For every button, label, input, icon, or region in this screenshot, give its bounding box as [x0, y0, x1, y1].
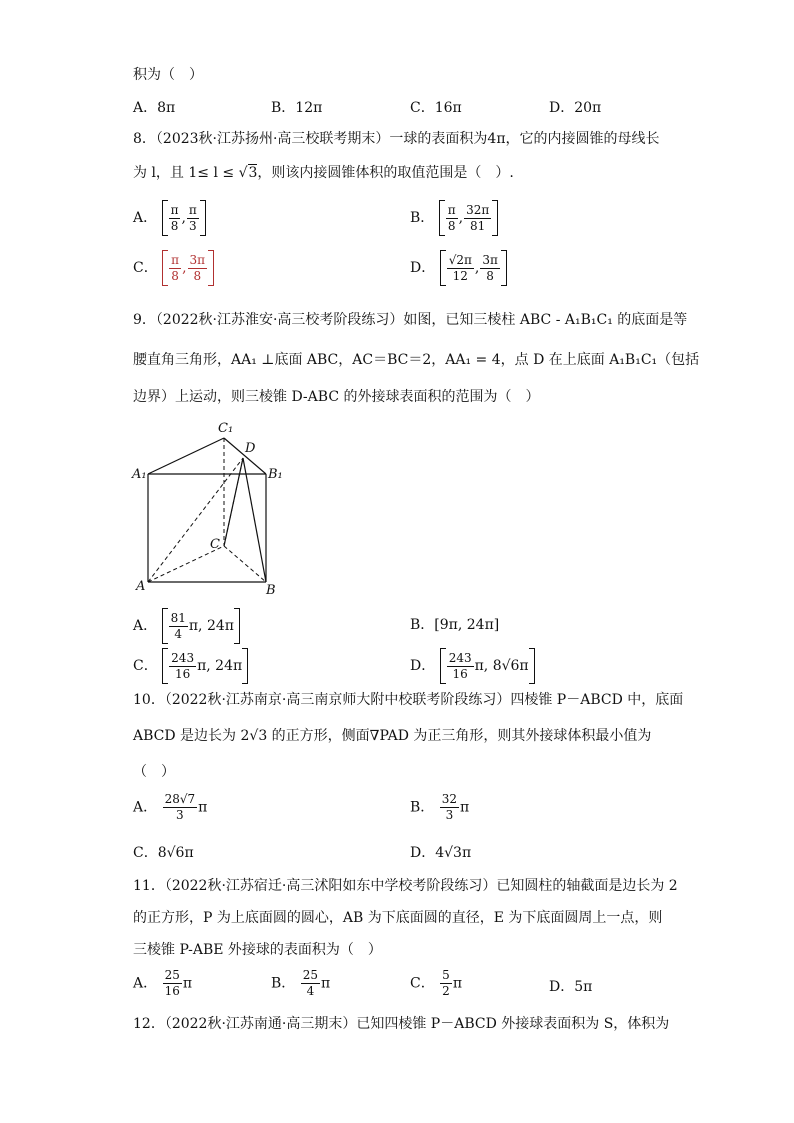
q7-option-b[interactable]: B．12π: [271, 100, 323, 116]
q9-option-d[interactable]: D． $\frac{243}{16}$ π, 8√6π: [410, 648, 535, 684]
label-c: C: [210, 537, 220, 552]
q8-option-a[interactable]: A． $\frac{\pi}{8}$ , $\frac{\pi}{3}$: [133, 200, 206, 236]
label-a1: A₁: [132, 467, 147, 482]
q10-line1: 10．（2022秋·江苏南京·高三南京师大附中校联考阶段练习）四棱锥 P－ABCD 中，底面: [133, 692, 684, 708]
q8-line1: 8．（2023秋·江苏扬州·高三校联考期末）一球的表面积为4π，它的内接圆锥的母线长: [133, 131, 660, 147]
q10-option-b[interactable]: B． $\frac{32}{3}$ π: [410, 792, 470, 822]
q11-option-d[interactable]: D．5π: [549, 979, 593, 995]
q10-line2: ABCD 是边长为 2√3 的正方形，侧面∇PAD 为正三角形，则其外接球体积最小值为: [133, 728, 652, 744]
q10-line3: （ ）: [133, 764, 175, 780]
q8-option-c[interactable]: C． $\frac{\pi}{8}$ , $\frac{3\pi}{8}$: [133, 250, 214, 286]
q7-tail: 积为（ ）: [133, 67, 203, 83]
q11-option-b[interactable]: B． $\frac{25}{4}$ π: [271, 968, 331, 998]
q11-line1: 11．（2022秋·江苏宿迁·高三沭阳如东中学校考阶段练习）已知圆柱的轴截面是边长为 2: [133, 878, 678, 894]
q7-option-a[interactable]: A．8π: [133, 100, 176, 116]
q12-line1: 12．（2022秋·江苏南通·高三期末）已知四棱锥 P－ABCD 外接球表面积为 S，体积为: [133, 1016, 670, 1032]
q9-line1: 9．（2022秋·江苏淮安·高三校考阶段练习）如图，已知三棱柱 ABC - A₁B₁C₁ 的底面是等: [133, 312, 688, 328]
label-a: A: [136, 579, 146, 594]
q10-option-a[interactable]: A． $\frac{28√7}{3}$ π: [133, 792, 208, 822]
q11-option-c[interactable]: C． $\frac{5}{2}$ π: [410, 968, 463, 998]
label-b: B: [266, 583, 276, 598]
q8-option-d[interactable]: D． $\frac{√2\pi}{12}$ , $\frac{3\pi}{8}$: [410, 250, 507, 286]
q10-option-c[interactable]: C．8√6π: [133, 845, 194, 861]
q9-option-c[interactable]: C． $\frac{243}{16}$ π, 24π: [133, 648, 248, 684]
q11-line3: 三棱锥 P-ABE 外接球的表面积为（ ）: [133, 942, 382, 958]
label-c1: C₁: [218, 421, 234, 436]
q8-option-b[interactable]: B． $\frac{\pi}{8}$ , $\frac{32\pi}{81}$: [410, 200, 498, 236]
q9-line3: 边界）上运动，则三棱锥 D-ABC 的外接球表面积的范围为（ ）: [133, 389, 540, 405]
q8-line2: 为 l，且 1≤ l ≤ √3，则该内接圆锥体积的取值范围是（ ）.: [133, 165, 514, 181]
q9-line2: 腰直角三角形，AA₁ ⊥底面 ABC，AC＝BC＝2，AA₁ = 4，点 D 在上底面 A₁B₁C₁（包括: [133, 352, 700, 368]
q11-line2: 的正方形，P 为上底面圆的圆心，AB 为下底面圆的直径，E 为下底面圆周上一点，则: [133, 910, 663, 926]
q7-option-d[interactable]: D．20π: [549, 100, 602, 116]
label-b1: B₁: [268, 467, 283, 482]
q7-option-c[interactable]: C．16π: [410, 100, 462, 116]
q11-option-a[interactable]: A． $\frac{25}{16}$ π: [133, 968, 193, 998]
q9-option-b[interactable]: B．[9π, 24π]: [410, 617, 500, 633]
label-d: D: [245, 441, 256, 456]
prism-figure: [130, 418, 290, 598]
q10-option-d[interactable]: D．4√3π: [410, 845, 472, 861]
q9-option-a[interactable]: A． $\frac{81}{4}$ π, 24π: [133, 608, 240, 644]
